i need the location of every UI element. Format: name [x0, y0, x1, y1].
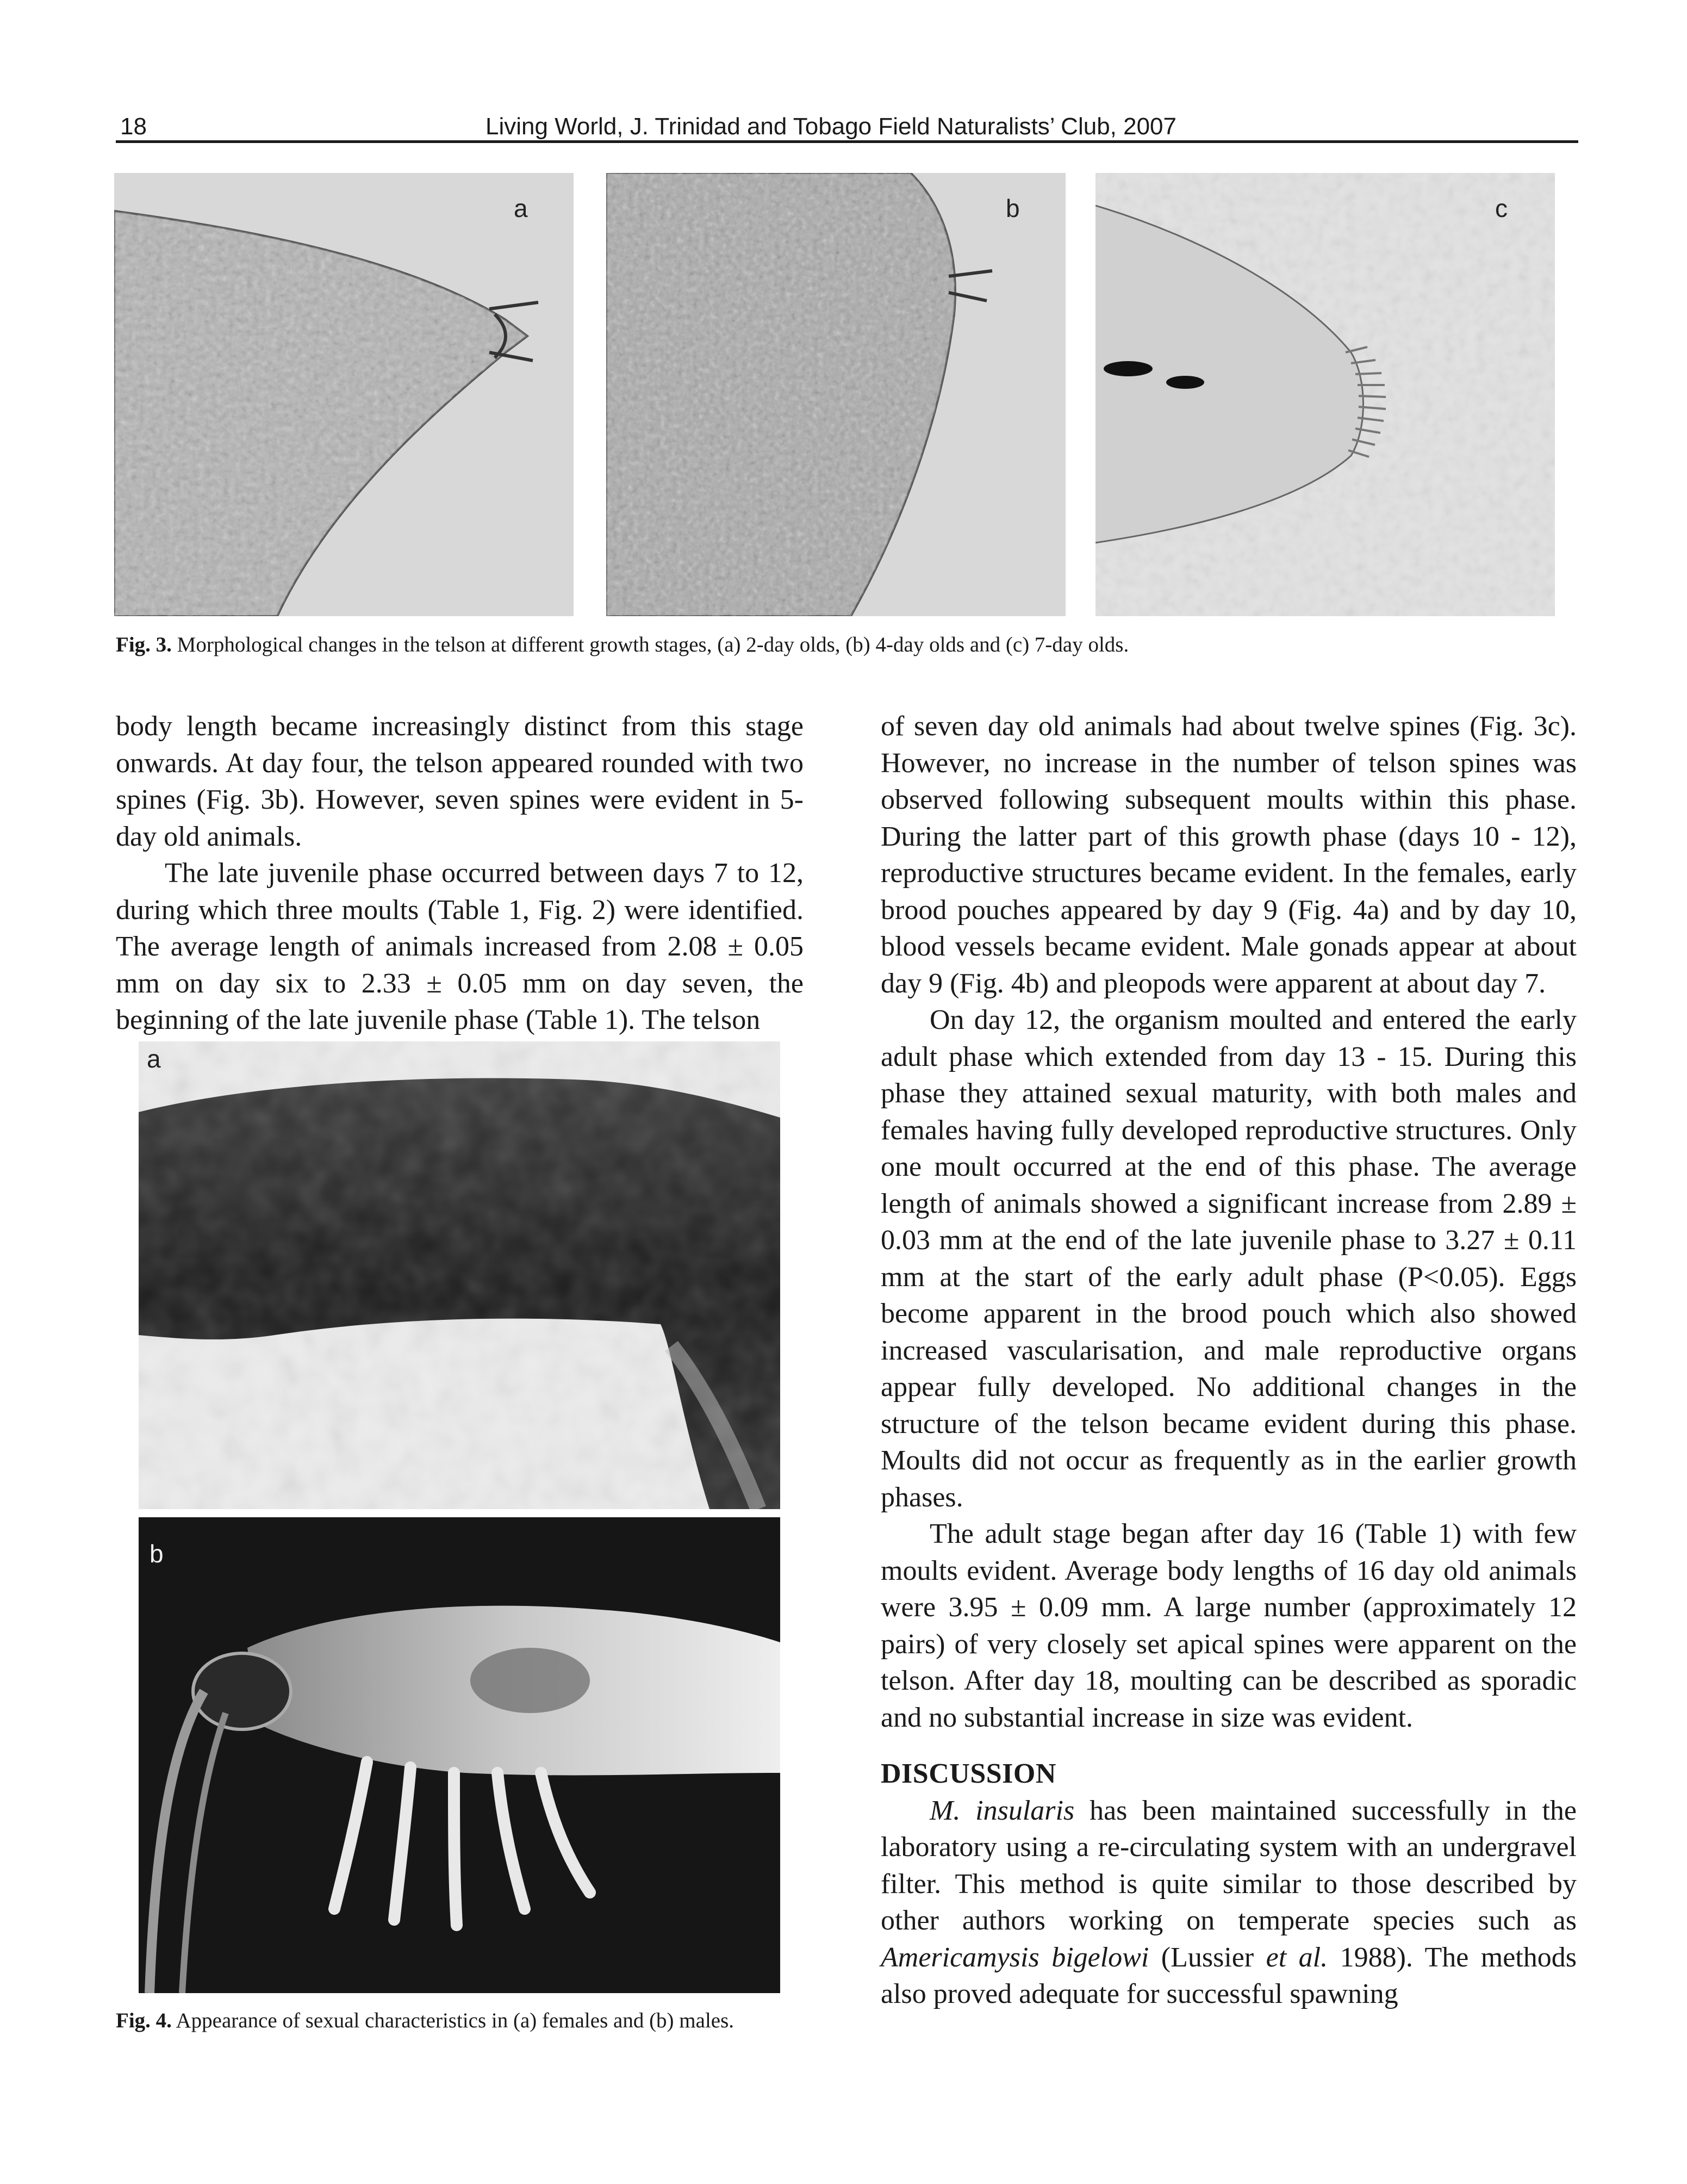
species-name-insularis: M. insularis [930, 1795, 1075, 1826]
fig4-panel-a-label: a [147, 1045, 161, 1073]
fig3-caption [116, 631, 1578, 659]
fig3-caption-label: Fig. 3. [116, 633, 172, 656]
species-name-bigelowi: Americamysis bigelowi [881, 1941, 1149, 1973]
right-column-text [881, 708, 1577, 2013]
fig3c-micrograph [1095, 173, 1555, 616]
fig3a-micrograph [114, 173, 574, 616]
discussion-text-c: 1988). The methods also proved adequate for successful spawning [881, 1941, 1577, 2009]
header-rule [116, 140, 1578, 143]
et-al: et al. [1266, 1941, 1328, 1973]
running-header [116, 109, 1578, 142]
discussion-text-a: has been maintained successfully in the laboratory using a re-circulating system with an undergravel filter. This method is quite similar to those described by other authors working on temperate species such as [881, 1795, 1577, 1936]
discussion-heading: DISCUSSION [881, 1758, 1056, 1789]
fig3b-micrograph [606, 173, 1066, 616]
journal-title: Living World, J. Trinidad and Tobago Field Naturalists’ Club, 2007 [485, 113, 1176, 140]
right-paragraph-1: of seven day old animals had about twelve spines (Fig. 3c). However, no increase in the number of telson spines was observed following subsequent moults within this phase. During the latter part of this growth phase (days 10 - 12), reproductive structures became evident. In the females, early brood pouches appeared by day 9 (Fig. 4a) and by day 10, blood vessels became evident. Male gonads appear at about day 9 (Fig. 4b) and pleopods were apparent at about day 7. [881, 711, 1577, 999]
right-paragraph-2: On day 12, the organism moulted and entered the early adult phase which extended from day 13 - 15. During this phase they attained sexual maturity, with both males and females having fully developed reproductive structures. Only one moult occurred at the end of this phase. The average length of animals showed a significant increase from 2.89 ± 0.03 mm at the end of the late juvenile phase to 3.27 ± 0.11 mm at the start of the early adult phase (P<0.05). Eggs become apparent in the brood pouch which also showed increased vascularisation, and male reproductive organs appear fully developed. No additional changes in the structure of the telson became evident during this phase. Moults did not occur as frequently as in the earlier growth phases. [881, 1004, 1577, 1513]
fig3-panel-b-label: b [1006, 194, 1020, 222]
fig3-caption-text: Morphological changes in the telson at different growth stages, (a) 2-day olds, (b) 4-day olds and (c) 7-day olds. [171, 633, 1129, 656]
fig3-panel-c-label: c [1495, 194, 1508, 222]
fig4-caption-text: Appearance of sexual characteristics in (a) females and (b) males. [171, 2009, 734, 2032]
page-number: 18 [120, 113, 147, 140]
fig3-panel-a-label: a [514, 194, 528, 222]
fig4-caption [116, 2007, 785, 2035]
left-column-text [116, 708, 804, 1039]
fig4-panel-b-label: b [150, 1540, 164, 1568]
discussion-paragraph-1 [881, 1792, 1577, 2013]
discussion-text-b: (Lussier [1149, 1941, 1266, 1973]
left-paragraph-2: The late juvenile phase occurred between days 7 to 12, during which three moults (Table 1, Fig. 2) were identified. The average length of animals increased from 2.08 ± 0.05 mm on day six to 2.33 ± 0.05 mm on day seven, the beginning of the late juvenile phase (Table 1). The telson [116, 858, 804, 1035]
fig4a-micrograph [139, 1041, 780, 1509]
left-paragraph-1: body length became increasingly distinct from this stage onwards. At day four, the telson appeared rounded with two spines (Fig. 3b). However, seven spines were evident in 5-day old animals. [116, 711, 804, 852]
right-paragraph-3: The adult stage began after day 16 (Table 1) with few moults evident. Average body lengths of 16 day old animals were 3.95 ± 0.09 mm. A large number (approximately 12 pairs) of very closely set apical spines were apparent on the telson. After day 18, moulting can be described as sporadic and no substantial increase in size was evident. [881, 1518, 1577, 1733]
fig4-caption-label: Fig. 4. [116, 2009, 172, 2032]
fig4b-micrograph [139, 1517, 780, 1993]
